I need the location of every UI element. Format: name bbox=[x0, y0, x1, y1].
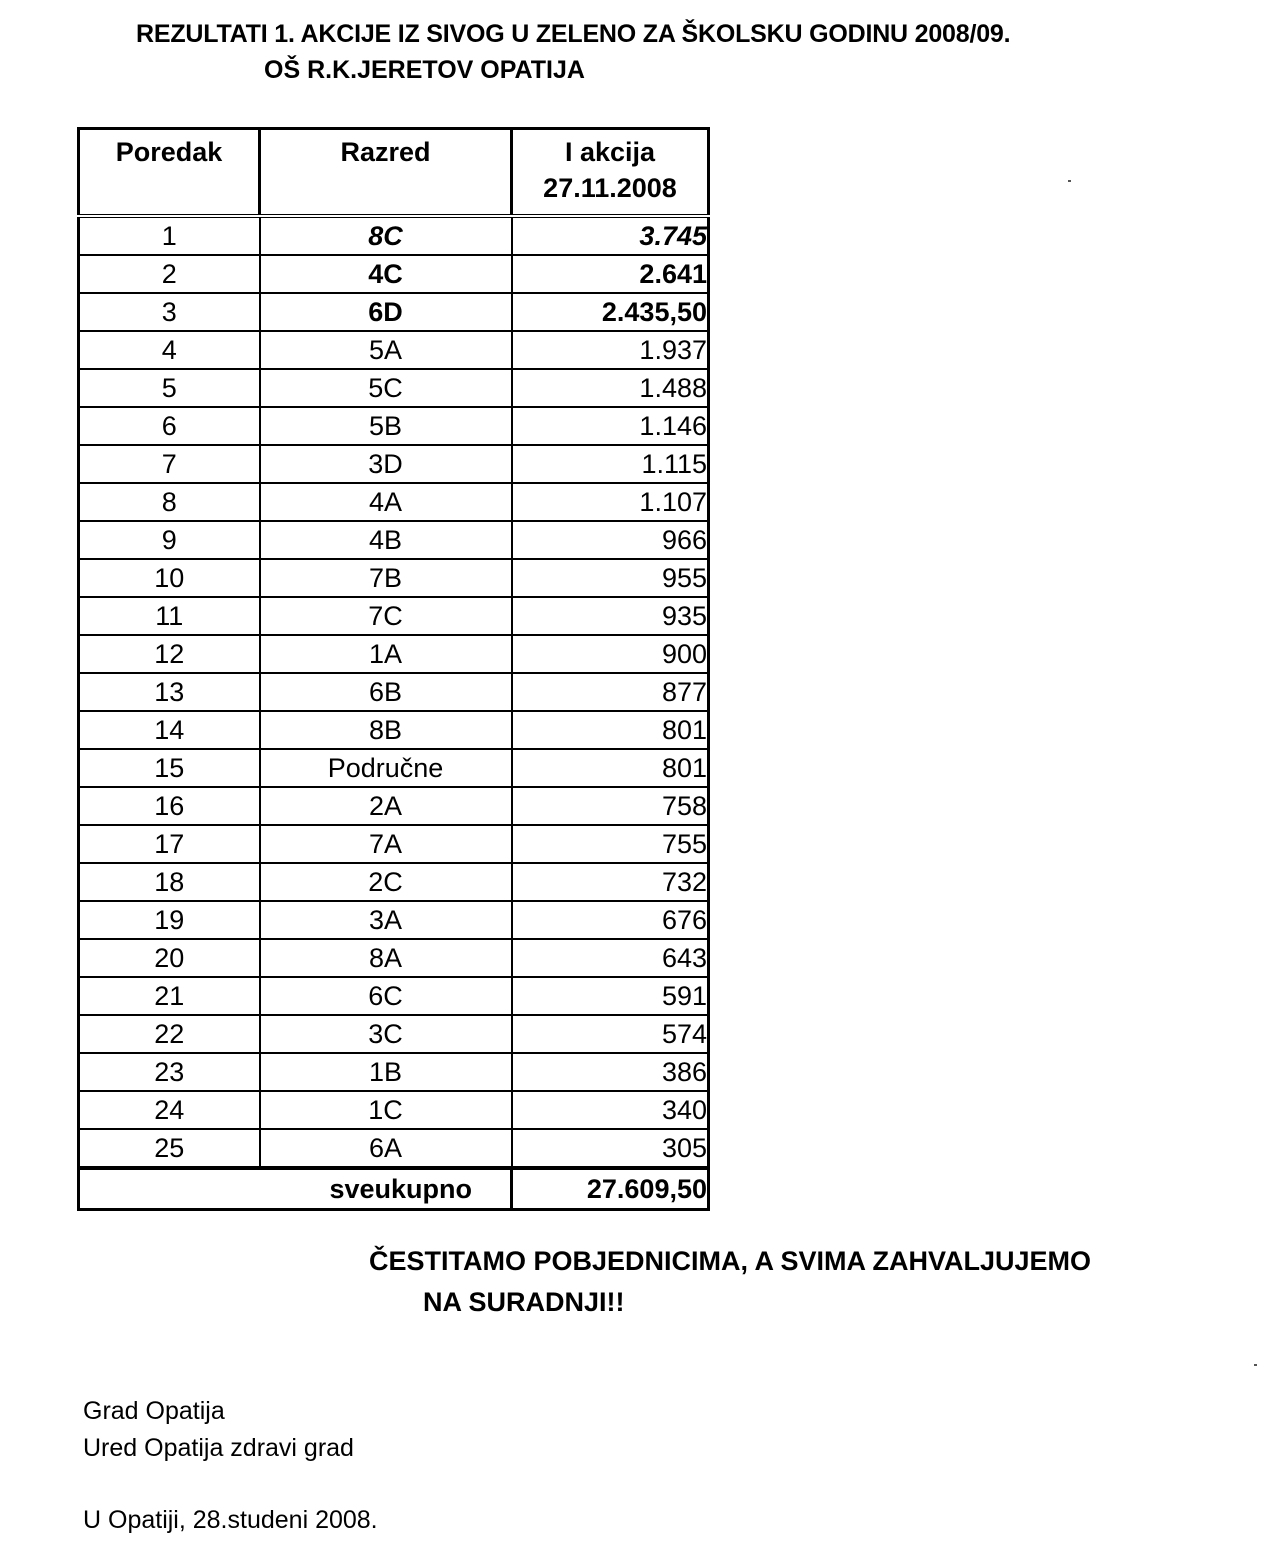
class-cell: 2C bbox=[260, 863, 512, 901]
class-cell: 1C bbox=[260, 1091, 512, 1129]
table-body bbox=[79, 216, 709, 1168]
value-cell: 900 bbox=[512, 635, 709, 673]
total-row bbox=[79, 1168, 709, 1210]
class-cell: 3A bbox=[260, 901, 512, 939]
class-cell: 5C bbox=[260, 369, 512, 407]
class-cell: 6D bbox=[260, 293, 512, 331]
class-cell: 5B bbox=[260, 407, 512, 445]
table-row bbox=[79, 1091, 709, 1129]
value-cell: 574 bbox=[512, 1015, 709, 1053]
class-cell: 2A bbox=[260, 787, 512, 825]
rank-cell: 20 bbox=[79, 939, 260, 977]
rank-cell: 7 bbox=[79, 445, 260, 483]
scan-speck bbox=[1068, 180, 1071, 182]
value-cell: 755 bbox=[512, 825, 709, 863]
value-cell: 676 bbox=[512, 901, 709, 939]
table-row bbox=[79, 825, 709, 863]
table-row bbox=[79, 939, 709, 977]
document-title: REZULTATI 1. AKCIJE IZ SIVOG U ZELENO ZA ŠKOLSKU GODINU 2008/09. bbox=[136, 20, 1011, 48]
table-row bbox=[79, 863, 709, 901]
value-cell: 877 bbox=[512, 673, 709, 711]
class-cell: 7C bbox=[260, 597, 512, 635]
class-cell: Područne bbox=[260, 749, 512, 787]
header-action bbox=[512, 129, 709, 217]
rank-cell: 1 bbox=[79, 216, 260, 255]
table-row bbox=[79, 673, 709, 711]
value-cell: 2.435,50 bbox=[512, 293, 709, 331]
rank-cell: 6 bbox=[79, 407, 260, 445]
value-cell: 643 bbox=[512, 939, 709, 977]
rank-cell: 25 bbox=[79, 1129, 260, 1168]
value-cell: 1.107 bbox=[512, 483, 709, 521]
class-cell: 7A bbox=[260, 825, 512, 863]
class-cell: 4A bbox=[260, 483, 512, 521]
rank-cell: 9 bbox=[79, 521, 260, 559]
class-cell: 4C bbox=[260, 255, 512, 293]
total-label: sveukupno bbox=[79, 1168, 512, 1210]
class-cell: 1A bbox=[260, 635, 512, 673]
footer-city: Grad Opatija bbox=[83, 1397, 225, 1425]
table-row bbox=[79, 711, 709, 749]
class-cell: 6B bbox=[260, 673, 512, 711]
value-cell: 386 bbox=[512, 1053, 709, 1091]
rank-cell: 12 bbox=[79, 635, 260, 673]
total-value: 27.609,50 bbox=[512, 1168, 709, 1210]
rank-cell: 16 bbox=[79, 787, 260, 825]
school-name: OŠ R.K.JERETOV OPATIJA bbox=[264, 56, 585, 84]
value-cell: 2.641 bbox=[512, 255, 709, 293]
table-row bbox=[79, 977, 709, 1015]
table-row bbox=[79, 635, 709, 673]
rank-cell: 4 bbox=[79, 331, 260, 369]
table-row bbox=[79, 597, 709, 635]
table-row bbox=[79, 1129, 709, 1168]
value-cell: 966 bbox=[512, 521, 709, 559]
table-row bbox=[79, 293, 709, 331]
table-row bbox=[79, 407, 709, 445]
rank-cell: 13 bbox=[79, 673, 260, 711]
value-cell: 801 bbox=[512, 711, 709, 749]
value-cell: 732 bbox=[512, 863, 709, 901]
header-rank: Poredak bbox=[79, 129, 260, 217]
class-cell: 3D bbox=[260, 445, 512, 483]
rank-cell: 5 bbox=[79, 369, 260, 407]
table-row bbox=[79, 216, 709, 255]
value-cell: 591 bbox=[512, 977, 709, 1015]
rank-cell: 22 bbox=[79, 1015, 260, 1053]
class-cell: 3C bbox=[260, 1015, 512, 1053]
scan-speck bbox=[1254, 1364, 1257, 1366]
footer-office: Ured Opatija zdravi grad bbox=[83, 1434, 354, 1462]
header-class: Razred bbox=[260, 129, 512, 217]
value-cell: 935 bbox=[512, 597, 709, 635]
value-cell: 1.488 bbox=[512, 369, 709, 407]
class-cell: 7B bbox=[260, 559, 512, 597]
table-row bbox=[79, 445, 709, 483]
table-row bbox=[79, 369, 709, 407]
rank-cell: 18 bbox=[79, 863, 260, 901]
value-cell: 305 bbox=[512, 1129, 709, 1168]
value-cell: 340 bbox=[512, 1091, 709, 1129]
value-cell: 1.115 bbox=[512, 445, 709, 483]
table-row bbox=[79, 1015, 709, 1053]
class-cell: 5A bbox=[260, 331, 512, 369]
class-cell: 1B bbox=[260, 1053, 512, 1091]
results-table bbox=[77, 127, 710, 1211]
rank-cell: 10 bbox=[79, 559, 260, 597]
table-row bbox=[79, 521, 709, 559]
class-cell: 6C bbox=[260, 977, 512, 1015]
congrats-line-1: ČESTITAMO POBJEDNICIMA, A SVIMA ZAHVALJUJEMO bbox=[369, 1246, 1092, 1276]
rank-cell: 2 bbox=[79, 255, 260, 293]
header-action-title: I akcija bbox=[564, 137, 656, 167]
value-cell: 758 bbox=[512, 787, 709, 825]
value-cell: 801 bbox=[512, 749, 709, 787]
congrats-line-2: NA SURADNJI!! bbox=[423, 1287, 625, 1317]
table-row bbox=[79, 787, 709, 825]
table-row bbox=[79, 255, 709, 293]
rank-cell: 23 bbox=[79, 1053, 260, 1091]
rank-cell: 19 bbox=[79, 901, 260, 939]
value-cell: 1.146 bbox=[512, 407, 709, 445]
rank-cell: 3 bbox=[79, 293, 260, 331]
rank-cell: 15 bbox=[79, 749, 260, 787]
header-action-date: 27.11.2008 bbox=[543, 173, 677, 203]
table-row bbox=[79, 559, 709, 597]
rank-cell: 17 bbox=[79, 825, 260, 863]
class-cell: 8C bbox=[260, 216, 512, 255]
class-cell: 4B bbox=[260, 521, 512, 559]
rank-cell: 24 bbox=[79, 1091, 260, 1129]
table-row bbox=[79, 331, 709, 369]
table-row bbox=[79, 483, 709, 521]
rank-cell: 14 bbox=[79, 711, 260, 749]
table-header-row bbox=[79, 129, 709, 217]
class-cell: 8A bbox=[260, 939, 512, 977]
class-cell: 6A bbox=[260, 1129, 512, 1168]
value-cell: 3.745 bbox=[512, 216, 709, 255]
table-row bbox=[79, 901, 709, 939]
class-cell: 8B bbox=[260, 711, 512, 749]
table-row bbox=[79, 1053, 709, 1091]
rank-cell: 21 bbox=[79, 977, 260, 1015]
rank-cell: 11 bbox=[79, 597, 260, 635]
value-cell: 1.937 bbox=[512, 331, 709, 369]
value-cell: 955 bbox=[512, 559, 709, 597]
table-row bbox=[79, 749, 709, 787]
rank-cell: 8 bbox=[79, 483, 260, 521]
footer-date: U Opatiji, 28.studeni 2008. bbox=[83, 1506, 378, 1534]
